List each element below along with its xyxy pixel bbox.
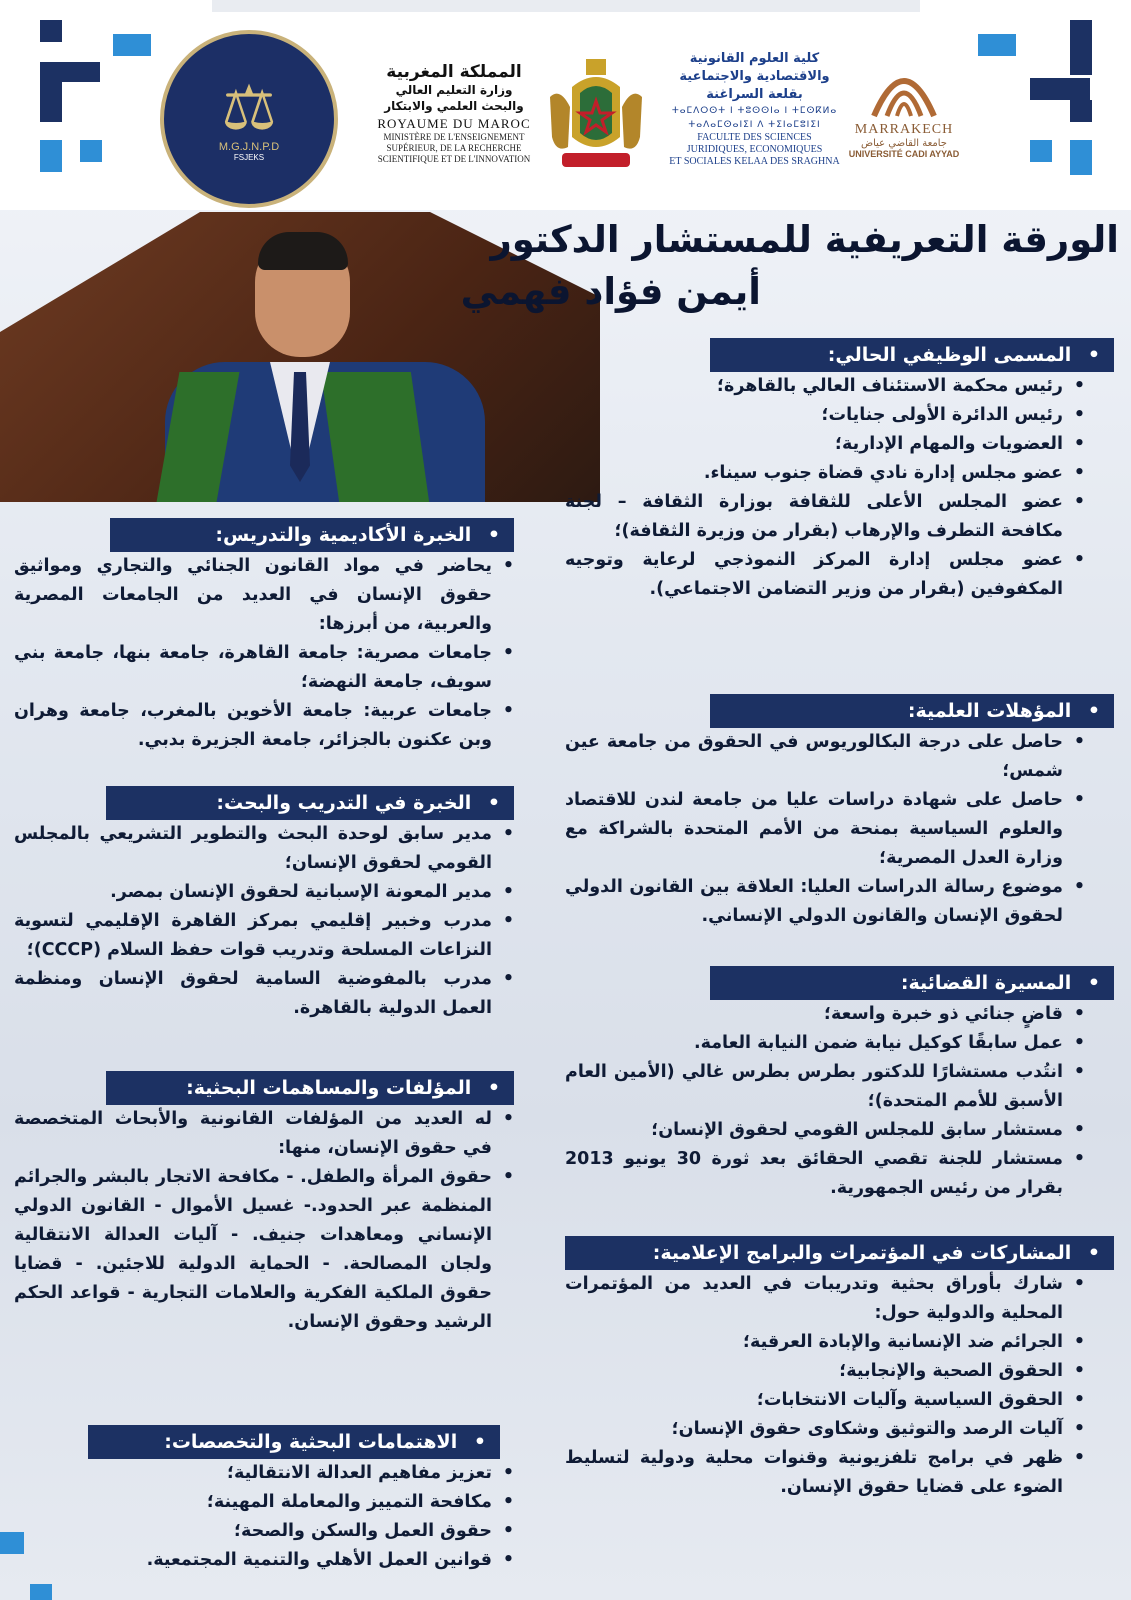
palm-arch-icon (869, 56, 939, 118)
top-bar (212, 0, 920, 12)
faculty-ar-line2: والاقتصادية والاجتماعية (679, 69, 830, 84)
faculty-fr-line2: JURIDIQUES, ECONOMIQUES (686, 144, 823, 155)
decor-square (40, 62, 100, 82)
faculty-tif-line2: ⵜⴰⴷⴰⵎⵙⴰⵏⵉⵏ ⴷ ⵜⵉⵏⴰⵎⵓⵏⵉⵏ (688, 120, 821, 130)
decor-square (978, 34, 1016, 56)
qualifications-list (565, 728, 1085, 931)
ministry-ar-line3: والبحث العلمي والابتكار (384, 99, 524, 113)
list-item: • العضويات والمهام الإدارية؛ (565, 430, 1085, 459)
list-item: • حقوق المرأة والطفل. - مكافحة الاتجار بالبشر والجرائم المنظمة عبر الحدود.- غسيل الأموال - القانون الدولي الإنساني ومعاهدات جنيف. - آليات العدالة الانتقالية ولجان المصالحة. - الحماية الدولية للاجئين. - قضايا حقوق الملكية الفكرية والعلامات التجارية - قواعد الحكم الرشيد وحقوق الإنسان. (14, 1163, 514, 1337)
scales-icon: ⚖ (221, 70, 277, 144)
list-item: • ظهر في برامج تلفزيونية وقنوات محلية ودولية لتسليط الضوء على قضايا حقوق الإنسان. (565, 1444, 1085, 1502)
ministry-logo (370, 62, 538, 165)
list-item: • شارك بأوراق بحثية وتدريبات في العديد من المؤتمرات المحلية والدولية حول: (565, 1270, 1085, 1328)
list-item: • رئيس محكمة الاستئناف العالي بالقاهرة؛ (565, 372, 1085, 401)
coat-of-arms-icon (540, 56, 652, 176)
list-item: • مستشار للجنة تقصي الحقائق بعد ثورة 30 يونيو 2013 بقرار من رئيس الجمهورية. (565, 1145, 1085, 1203)
faculty-fr-line3: ET SOCIALES KELAA DES SRAGHNA (669, 156, 840, 167)
ministry-fr-line1: ROYAUME DU MAROC (377, 116, 531, 131)
faculty-ar-line3: بقلعة السراغنة (706, 87, 803, 102)
list-item: • رئيس الدائرة الأولى جنايات؛ (565, 401, 1085, 430)
ministry-fr-line2: MINISTÈRE DE L'ENSEIGNEMENT (383, 132, 525, 142)
list-item: • مدير سابق لوحدة البحث والتطوير التشريعي بالمجلس القومي لحقوق الإنسان؛ (14, 820, 514, 878)
training-list (14, 820, 514, 1023)
judicial-career-list (565, 1000, 1085, 1203)
list-item: • مكافحة التمييز والمعاملة المهينة؛ (14, 1488, 514, 1517)
list-item: • الحقوق الصحية والإنجابية؛ (565, 1357, 1085, 1386)
publications-list (14, 1105, 514, 1337)
decor-square (0, 1532, 24, 1554)
section-heading-interests: • الاهتمامات البحثية والتخصصات: (88, 1425, 500, 1459)
list-item: • له العديد من المؤلفات القانونية والأبحاث المتخصصة في حقوق الإنسان، منها: (14, 1105, 514, 1163)
section-heading-judicial-career: • المسيرة القضائية: (710, 966, 1114, 1000)
list-item: • عمل سابقًا كوكيل نيابة ضمن النيابة العامة. (565, 1029, 1085, 1058)
decor-square (113, 34, 151, 56)
list-item: • حاصل على شهادة دراسات عليا من جامعة لندن للاقتصاد والعلوم السياسية بمنحة من الأمم المتحدة بالشراكة مع وزارة العدل المصرية؛ (565, 786, 1085, 873)
section-heading-conferences: • المشاركات في المؤتمرات والبرامج الإعلامية: (565, 1236, 1114, 1270)
list-item: • حاصل على درجة البكالوريوس في الحقوق من جامعة عين شمس؛ (565, 728, 1085, 786)
ministry-ar-line1: المملكة المغربية (386, 62, 522, 82)
list-item: • جامعات عربية: جامعة الأخوين بالمغرب، جامعة وهران وبن عكنون بالجزائر، جامعة الجزيرة بدبي. (14, 697, 514, 755)
list-item: • مدرب بالمفوضية السامية لحقوق الإنسان ومنظمة العمل الدولية بالقاهرة. (14, 965, 514, 1023)
faculty-logo (662, 50, 847, 168)
list-item: • يحاضر في مواد القانون الجنائي والتجاري ومواثيق حقوق الإنسان في العديد من الجامعات المصرية والعربية، من أبرزها: (14, 552, 514, 639)
section-heading-qualifications: • المؤهلات العلمية: (710, 694, 1114, 728)
decor-square (1030, 140, 1052, 162)
list-item: • موضوع رسالة الدراسات العليا: العلاقة بين القانون الدولي لحقوق الإنسان والقانون الدولي الإنساني. (565, 873, 1085, 931)
current-title-list (565, 372, 1085, 604)
university-name: MARRAKECH (854, 122, 954, 137)
list-item: • عضو المجلس الأعلى للثقافة بوزارة الثقافة – لجنة مكافحة التطرف والإرهاب (بقرار من وزيرة الثقافة)؛ (565, 488, 1085, 546)
list-item: • جامعات مصرية: جامعة القاهرة، جامعة بنها، جامعة بني سويف، جامعة النهضة؛ (14, 639, 514, 697)
master-logo-abbr: M.G.J.N.P.D (218, 140, 280, 153)
list-item: • مدير المعونة الإسبانية لحقوق الإنسان بمصر. (14, 878, 514, 907)
list-item: • آليات الرصد والتوثيق وشكاوى حقوق الإنسان؛ (565, 1415, 1085, 1444)
list-item: • قاضٍ جنائي ذو خبرة واسعة؛ (565, 1000, 1085, 1029)
list-item: • قوانين العمل الأهلي والتنمية المجتمعية. (14, 1546, 514, 1575)
list-item: • انتُدب مستشارًا للدكتور بطرس بطرس غالي (الأمين العام الأسبق للأمم المتحدة)؛ (565, 1058, 1085, 1116)
page-title-line1: الورقة التعريفية للمستشار الدكتور (490, 218, 1119, 261)
faculty-tif-line1: ⵜⴰⵎⴷⵔⵙⵜ ⵏ ⵜⵓⵙⵙⵏⴰ ⵏ ⵜⵎⵙⴽⵍⴰ (671, 106, 838, 116)
list-item: • مستشار سابق للمجلس القومي لحقوق الإنسان؛ (565, 1116, 1085, 1145)
list-item: • تعزيز مفاهيم العدالة الانتقالية؛ (14, 1459, 514, 1488)
section-heading-academic: • الخبرة الأكاديمية والتدريس: (110, 518, 514, 552)
list-item: • مدرب وخبير إقليمي بمركز القاهرة الإقليمي لتسوية النزاعات المسلحة وتدريب قوات حفظ السلام (CCCP)؛ (14, 907, 514, 965)
section-heading-training: • الخبرة في التدريب والبحث: (106, 786, 514, 820)
decor-square (1070, 20, 1092, 75)
decor-square (1030, 78, 1090, 100)
decor-square (80, 140, 102, 162)
list-item: • حقوق العمل والسكن والصحة؛ (14, 1517, 514, 1546)
section-heading-publications: • المؤلفات والمساهمات البحثية: (106, 1071, 514, 1105)
university-ar: جامعة القاضي عياض (860, 138, 947, 149)
list-item: • عضو مجلس إدارة نادي قضاة جنوب سيناء. (565, 459, 1085, 488)
academic-list (14, 552, 514, 755)
faculty-fr-line1: FACULTE DES SCIENCES (697, 132, 812, 143)
university-logo (848, 56, 960, 159)
master-logo (160, 30, 338, 208)
ministry-fr-line3: SUPÉRIEUR, DE LA RECHERCHE (386, 143, 522, 153)
list-item: • الجرائم ضد الإنسانية والإبادة العرقية؛ (565, 1328, 1085, 1357)
logo-header (0, 0, 1131, 210)
decor-square (30, 1584, 52, 1600)
decor-square (40, 20, 62, 42)
decor-square (40, 140, 62, 172)
decor-square (1070, 100, 1092, 122)
page-title-line2: أيمن فؤاد فهمي (460, 270, 761, 313)
faculty-ar-line1: كلية العلوم القانونية (689, 51, 820, 66)
conferences-list (565, 1270, 1085, 1502)
list-item: • عضو مجلس إدارة المركز النموذجي لرعاية وتوجيه المكفوفين (بقرار من وزير التضامن الاجتماعي). (565, 546, 1085, 604)
master-logo-sub: FSJEKS (233, 152, 265, 162)
list-item: • الحقوق السياسية وآليات الانتخابات؛ (565, 1386, 1085, 1415)
ministry-fr-line4: SCIENTIFIQUE ET DE L'INNOVATION (377, 154, 531, 164)
section-heading-current-title: • المسمى الوظيفي الحالي: (710, 338, 1114, 372)
decor-square (40, 82, 62, 122)
ministry-ar-line2: وزارة التعليم العالي (395, 83, 513, 97)
interests-list (14, 1459, 514, 1575)
university-fr: UNIVERSITÉ CADI AYYAD (848, 149, 960, 159)
decor-square (1070, 140, 1092, 175)
